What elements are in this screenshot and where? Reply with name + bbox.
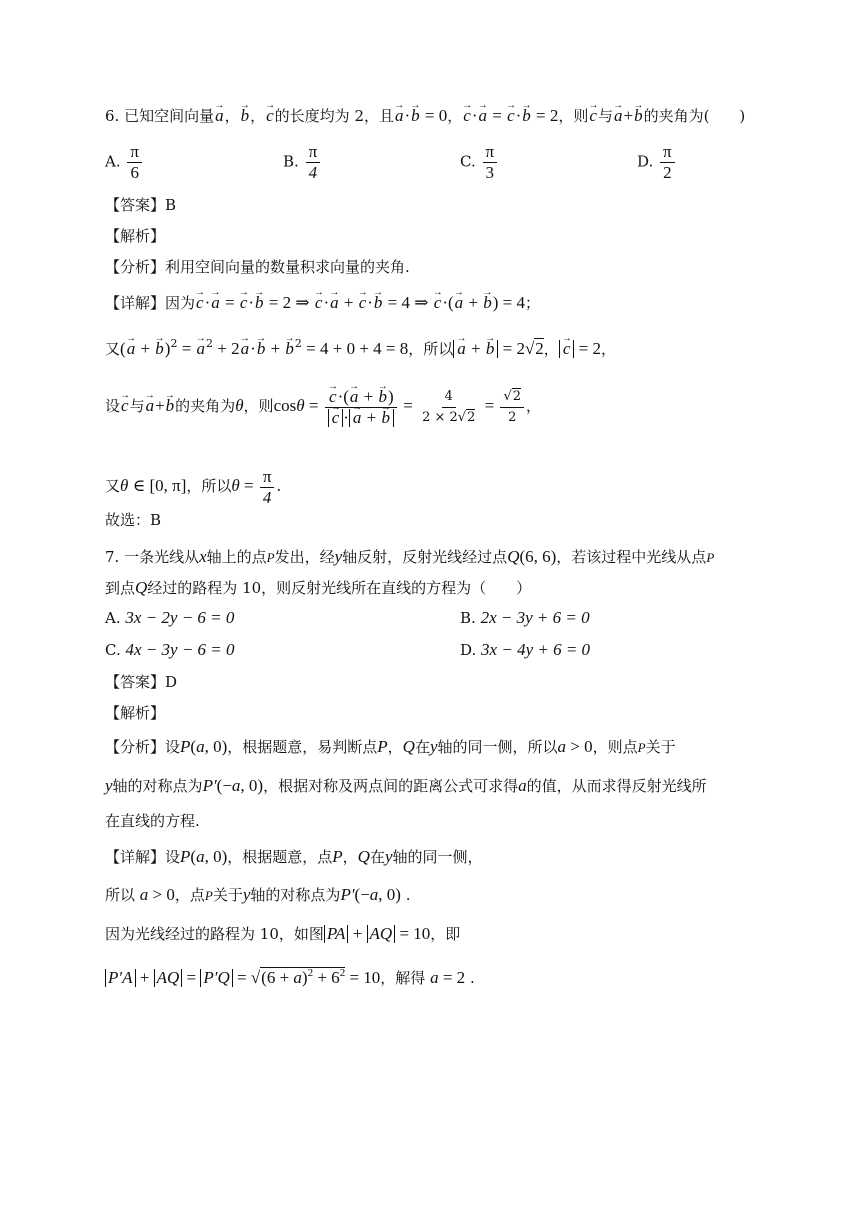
- q7-stem-2: 到点Q经过的路程为 10，则反射光线所在直线的方程为（ ）: [105, 578, 532, 597]
- q7-option-d: D. 3x − 4y + 6 = 0: [460, 640, 591, 659]
- q6-analysis-title: 【解析】: [105, 227, 166, 245]
- q6-option-c: C. $\frac{\pi}{3}$: [460, 143, 499, 182]
- q6-option-a: A. $\frac{\pi}{6}$: [105, 143, 144, 182]
- q6-analysis: 【分析】利用空间向量的数量积求向量的夹角.: [105, 258, 410, 276]
- q7-option-c: C. 4x − 3y − 6 = 0: [105, 640, 235, 659]
- q7-detail-2: 所以 a > 0，点P关于y轴的对称点为P′(−a, 0) .: [105, 885, 411, 904]
- q7-option-a: A. 3x − 2y − 6 = 0: [105, 608, 235, 627]
- q7-option-b: B. 2x − 3y + 6 = 0: [460, 608, 590, 627]
- q7-answer: 【答案】D: [105, 673, 178, 691]
- q6-answer: 【答案】B: [105, 196, 177, 214]
- q7-detail-3: 因为光线经过的路程为 10，如图 PA + AQ = 10，即: [105, 924, 461, 943]
- q7-analysis-1: 【分析】设P(a, 0)，根据题意，易判断点P，Q在y轴的同一侧，所以a > 0，则点P关于: [105, 737, 676, 756]
- q6-detail-4: 又θ ∈ [0, π]，所以θ = $\frac{\pi}{4}$ .: [105, 466, 282, 507]
- q7-analysis-2: y轴的对称点为P′(−a, 0)，根据对称及两点间的距离公式可求得a的值，从而求得反射光线所: [105, 776, 707, 795]
- q6-option-d: D. $\frac{\pi}{2}$: [637, 143, 677, 182]
- q7-analysis-title: 【解析】: [105, 704, 166, 722]
- q6-choice: 故选：B: [105, 511, 162, 529]
- q7-detail-1: 【详解】设P(a, 0)，根据题意，点P，Q在y轴的同一侧，: [105, 847, 483, 866]
- q7-analysis-3: 在直线的方程.: [105, 812, 200, 830]
- q7-detail-4: P′A + AQ = $P'Q = √(6 + a)^2 + 6^2 = 10$，解得 a = 2 .: [105, 966, 475, 989]
- q6-detail-2: 又(→ a + → b)$^2$ = → $a^2 + 2\to a\cdot\to b$ + → $b^2 = 4 + 0 + 4 = 8$，所以→ a + → b = 2√2，→ c = 2，: [105, 337, 616, 360]
- q6-detail-3: 设→ c与→ a+→ b的夹角为θ，则cosθ = → c·(→ a + → b) → c ·→ a + → b = $\frac{4}{2 \times 2√2}$ = $\frac{√2}{2}$ ，: [105, 386, 541, 427]
- q6-stem: 6. 已知空间向量→ a，→ b，→ c的长度均为 2，且→ a·→ b = 0，→ c·→ a = → c·→ b = 2，则→ c与→ a+→ b的夹角为( ): [105, 105, 745, 127]
- q7-stem-1: 7. 一条光线从x轴上的点P发出，经y轴反射，反射光线经过点Q(6, 6)，若该过程中光线从点P: [105, 547, 715, 566]
- q6-detail-1: 【详解】因为→ c·→ a = → c·→ b = 2 ⇒ → c·→ a + → c·→ b = 4 ⇒ → c·(→ a + → b) = 4；: [105, 292, 540, 314]
- q6-option-b: B. $\frac{\pi}{4}$: [283, 143, 322, 182]
